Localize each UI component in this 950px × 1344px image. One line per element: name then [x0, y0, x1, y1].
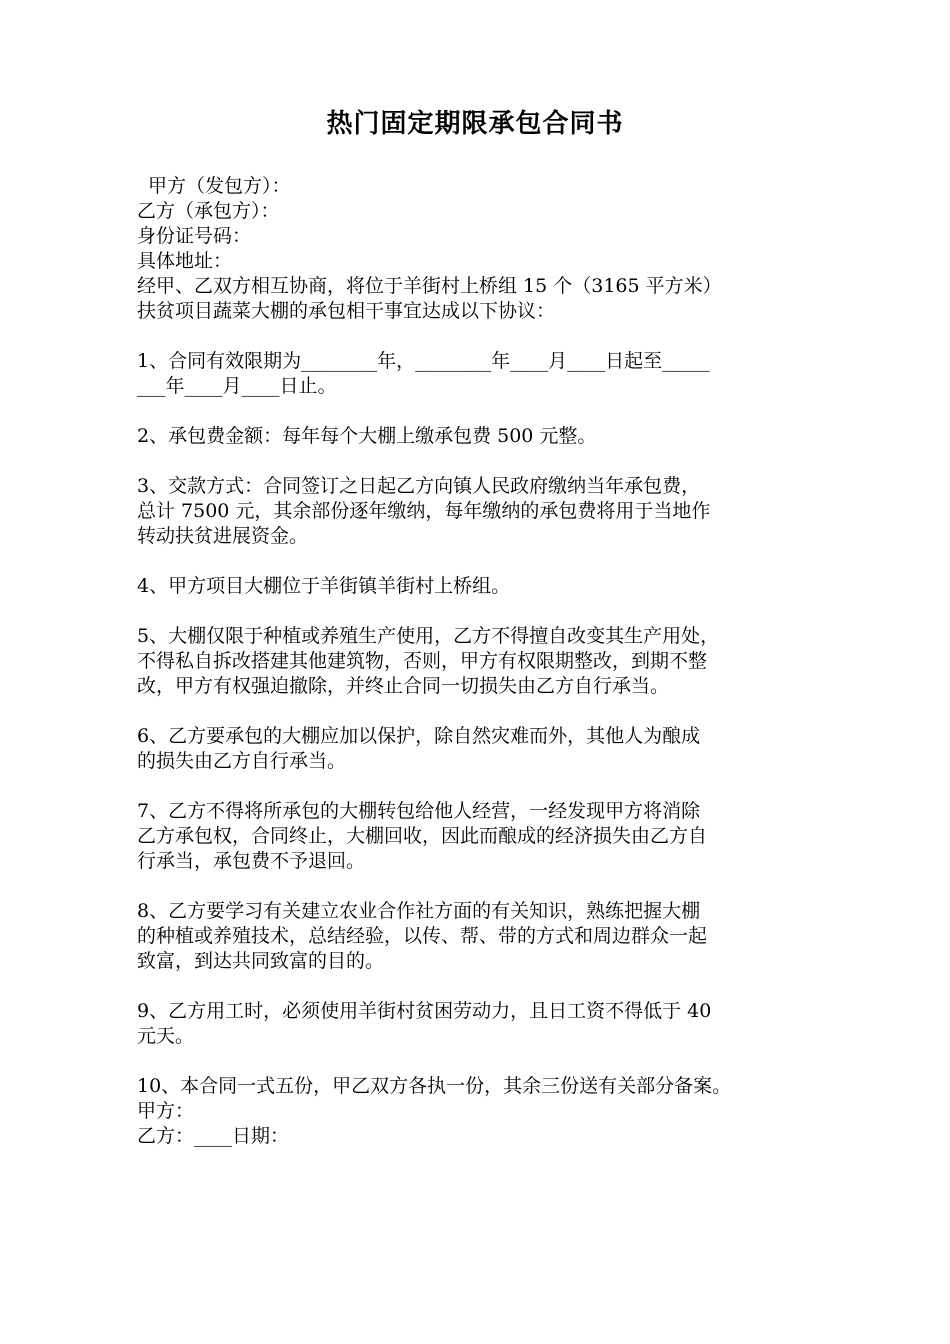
spacer — [137, 549, 829, 574]
clause-2: 2、承包费金额：每年每个大棚上缴承包费 500 元整。 — [137, 425, 597, 447]
address-label: 具体地址： — [137, 250, 233, 272]
spacer — [137, 699, 829, 724]
clause-9-line-2: 元天。 — [137, 1025, 195, 1047]
spacer — [137, 1049, 829, 1074]
clause-7-line-1: 7、乙方不得将所承包的大棚转包给他人经营，一经发现甲方将消除 — [137, 800, 701, 822]
clause-7-line-3: 行承当，承包费不予退回。 — [137, 850, 366, 872]
signature-party-a: 甲方： — [137, 1100, 195, 1122]
clause-6-line-1: 6、乙方要承包的大棚应加以保护，除自然灾难而外，其他人为酿成 — [137, 725, 701, 747]
clause-3-line-1: 3、交款方式：合同签订之日起乙方向镇人民政府缴纳当年承包费， — [137, 475, 701, 497]
clause-1-line-1: 1、合同有效限期为________年，________年____月____日起至_____ — [137, 350, 710, 372]
clause-8-line-1: 8、乙方要学习有关建立农业合作社方面的有关知识，熟练把握大棚 — [137, 900, 701, 922]
clause-5-line-1: 5、大棚仅限于种植或养殖生产使用，乙方不得擅自改变其生产用处， — [137, 625, 720, 647]
clause-5-line-2: 不得私自拆改搭建其他建筑物，否则，甲方有权限期整改，到期不整 — [137, 650, 708, 672]
clause-5-line-3: 改，甲方有权强迫撤除，并终止合同一切损失由乙方自行承当。 — [137, 675, 670, 697]
id-number-label: 身份证号码： — [137, 225, 252, 247]
party-a-label: 甲方（发包方）： — [148, 175, 291, 197]
spacer — [137, 324, 829, 349]
clause-9-line-1: 9、乙方用工时，必须使用羊街村贫困劳动力，且日工资不得低于 40 — [137, 1000, 712, 1022]
clause-8-line-2: 的种植或养殖技术，总结经验，以传、帮、带的方式和周边群众一起 — [137, 925, 708, 947]
spacer — [137, 599, 829, 624]
clause-4: 4、甲方项目大棚位于羊街镇羊街村上桥组。 — [137, 575, 511, 597]
clause-7-line-2: 乙方承包权，合同终止，大棚回收，因此而酿成的经济损失由乙方自 — [137, 825, 708, 847]
spacer — [137, 974, 829, 999]
document-body — [137, 174, 829, 1149]
clause-1-line-2: ___年____月____日止。 — [137, 375, 337, 397]
intro-line-2: 扶贫项目蔬菜大棚的承包相干事宜达成以下协议： — [137, 300, 556, 322]
intro-line-1: 经甲、乙双方相互协商，将位于羊街村上桥组 15 个（3165 平方米） — [137, 275, 722, 297]
clause-6-line-2: 的损失由乙方自行承当。 — [137, 750, 347, 772]
spacer — [137, 874, 829, 899]
document-title: 热门固定期限承包合同书 — [326, 109, 624, 139]
spacer — [137, 774, 829, 799]
spacer — [137, 449, 829, 474]
signature-party-b-date: 乙方：____日期： — [137, 1125, 290, 1147]
clause-3-line-3: 转动扶贫进展资金。 — [137, 525, 309, 547]
clause-8-line-3: 致富，到达共同致富的目的。 — [137, 950, 385, 972]
clause-10: 10、本合同一式五份，甲乙双方各执一份，其余三份送有关部分备案。 — [137, 1075, 732, 1097]
spacer — [137, 399, 829, 424]
party-b-label: 乙方（承包方）： — [137, 200, 280, 222]
clause-3-line-2: 总计 7500 元，其余部份逐年缴纳，每年缴纳的承包费将用于当地作 — [137, 500, 711, 522]
